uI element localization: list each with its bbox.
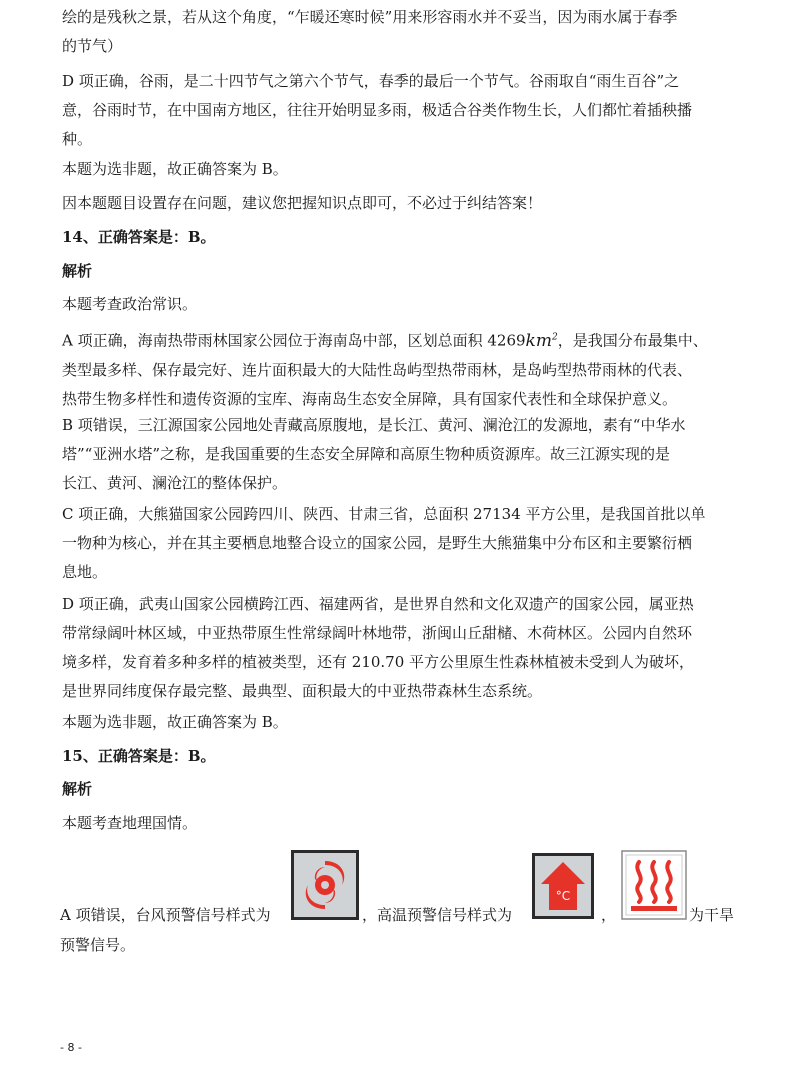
high-temperature-warning-icon (531, 852, 595, 920)
text-line: 意，谷雨时节，在中国南方地区，往往开始明显多雨，极适合谷类作物生长，人们都忙着插秧播 (62, 101, 693, 119)
text-line: D 项正确，武夷山国家公园横跨江西、福建两省，是世界自然和文化双遗产的国家公园，属亚热 (62, 595, 694, 613)
text-line: 是世界同纬度保存最完整、最典型、面积最大的中亚热带森林生态系统。 (62, 682, 543, 700)
text-line: 本题为选非题，故正确答案为 B。 (62, 160, 288, 178)
celsius-label: °C (555, 889, 571, 903)
text-line: 预警信号。 (60, 936, 136, 954)
text-line: 种。 (62, 130, 93, 148)
text-line: 本题考查地理国情。 (62, 814, 198, 832)
question-14-answer (62, 223, 742, 252)
question-14-conclusion (62, 708, 742, 737)
question-14-option-a (62, 323, 742, 414)
text-line: 热带生物多样性和遗传资源的宝库、海南岛生态安全屏障，具有国家代表性和全球保护意义。 (62, 389, 678, 408)
text-line: 的节气） (62, 37, 123, 55)
text-span: 为干旱 (689, 906, 735, 924)
paragraph-conclusion-13 (62, 155, 742, 184)
page-number: - 8 - (60, 1041, 82, 1054)
question-14-option-b (62, 411, 742, 498)
text-line: 类型最多样、保存最完好、连片面积最大的大陆性岛屿型热带雨林，是岛屿型热带雨林的代表、 (62, 360, 693, 379)
question-15-option-a-cont (60, 931, 740, 960)
answer-heading: 15、正确答案是：B。 (62, 747, 216, 765)
paragraph-note (62, 189, 742, 218)
analysis-heading: 解析 (62, 780, 93, 798)
text-line: 息地。 (62, 563, 108, 581)
text-span: ， (601, 906, 617, 924)
text-line: 境多样，发育着多种多样的植被类型，还有 210.70 平方公里原生性森林植被未受到人为破坏， (62, 653, 695, 671)
text-line: 一物种为核心，并在其主要栖息地整合设立的国家公园，是野生大熊猫集中分布区和主要繁衍栖 (62, 534, 693, 552)
drought-warning-icon (621, 850, 687, 920)
unit-km2 (526, 331, 558, 351)
text-line: 长江、黄河、澜沧江的整体保护。 (62, 474, 288, 492)
question-14-option-c (62, 500, 742, 587)
text-span: A 项错误，台风预警信号样式为 (60, 906, 271, 924)
question-15-intro (62, 809, 742, 838)
text-line: 本题考查政治常识。 (62, 295, 198, 313)
question-14-intro (62, 290, 742, 319)
text-line: 带常绿阔叶林区域，中亚热带原生性常绿阔叶林地带，浙闽山丘甜槠、木荷林区。公园内自然环 (62, 624, 693, 642)
text-span: ，是我国分布最集中、 (557, 331, 708, 350)
text-line: B 项错误，三江源国家公园地处青藏高原腹地，是长江、黄河、澜沧江的发源地，素有“中华水 (62, 416, 686, 434)
text-line: 塔”“亚洲水塔”之称，是我国重要的生态安全屏障和高原生物种质资源库。故三江源实现的是 (62, 445, 671, 463)
text-line: 因本题题目设置存在问题，建议您把握知识点即可，不必过于纠结答案！ (62, 194, 543, 212)
text-span: A 项正确，海南热带雨林国家公园位于海南岛中部，区划总面积 4269 (62, 331, 526, 350)
text-line: D 项正确，谷雨，是二十四节气之第六个节气，春季的最后一个节气。谷雨取自“雨生百谷”之 (62, 72, 680, 90)
text-span: ，高温预警信号样式为 (362, 906, 513, 924)
question-14-analysis-label (62, 257, 742, 286)
text-line (62, 323, 742, 356)
unit-text: km (525, 330, 552, 351)
unit-superscript: 2 (551, 332, 558, 342)
typhoon-warning-icon (290, 849, 360, 921)
paragraph-option-d-guyu (62, 67, 742, 154)
text-line: 本题为选非题，故正确答案为 B。 (62, 713, 288, 731)
question-15-answer (62, 742, 742, 771)
analysis-heading: 解析 (62, 262, 93, 280)
question-15-analysis-label (62, 775, 742, 804)
text-line: 绘的是残秋之景，若从这个角度，“乍暖还寒时候”用来形容雨水并不妥当，因为雨水属于春季 (62, 8, 678, 26)
paragraph-continuation (62, 3, 742, 61)
answer-heading: 14、正确答案是：B。 (62, 228, 216, 246)
text-line: C 项正确，大熊猫国家公园跨四川、陕西、甘肃三省，总面积 27134 平方公里，是我国首批以单 (62, 505, 706, 523)
question-14-option-d (62, 590, 742, 706)
